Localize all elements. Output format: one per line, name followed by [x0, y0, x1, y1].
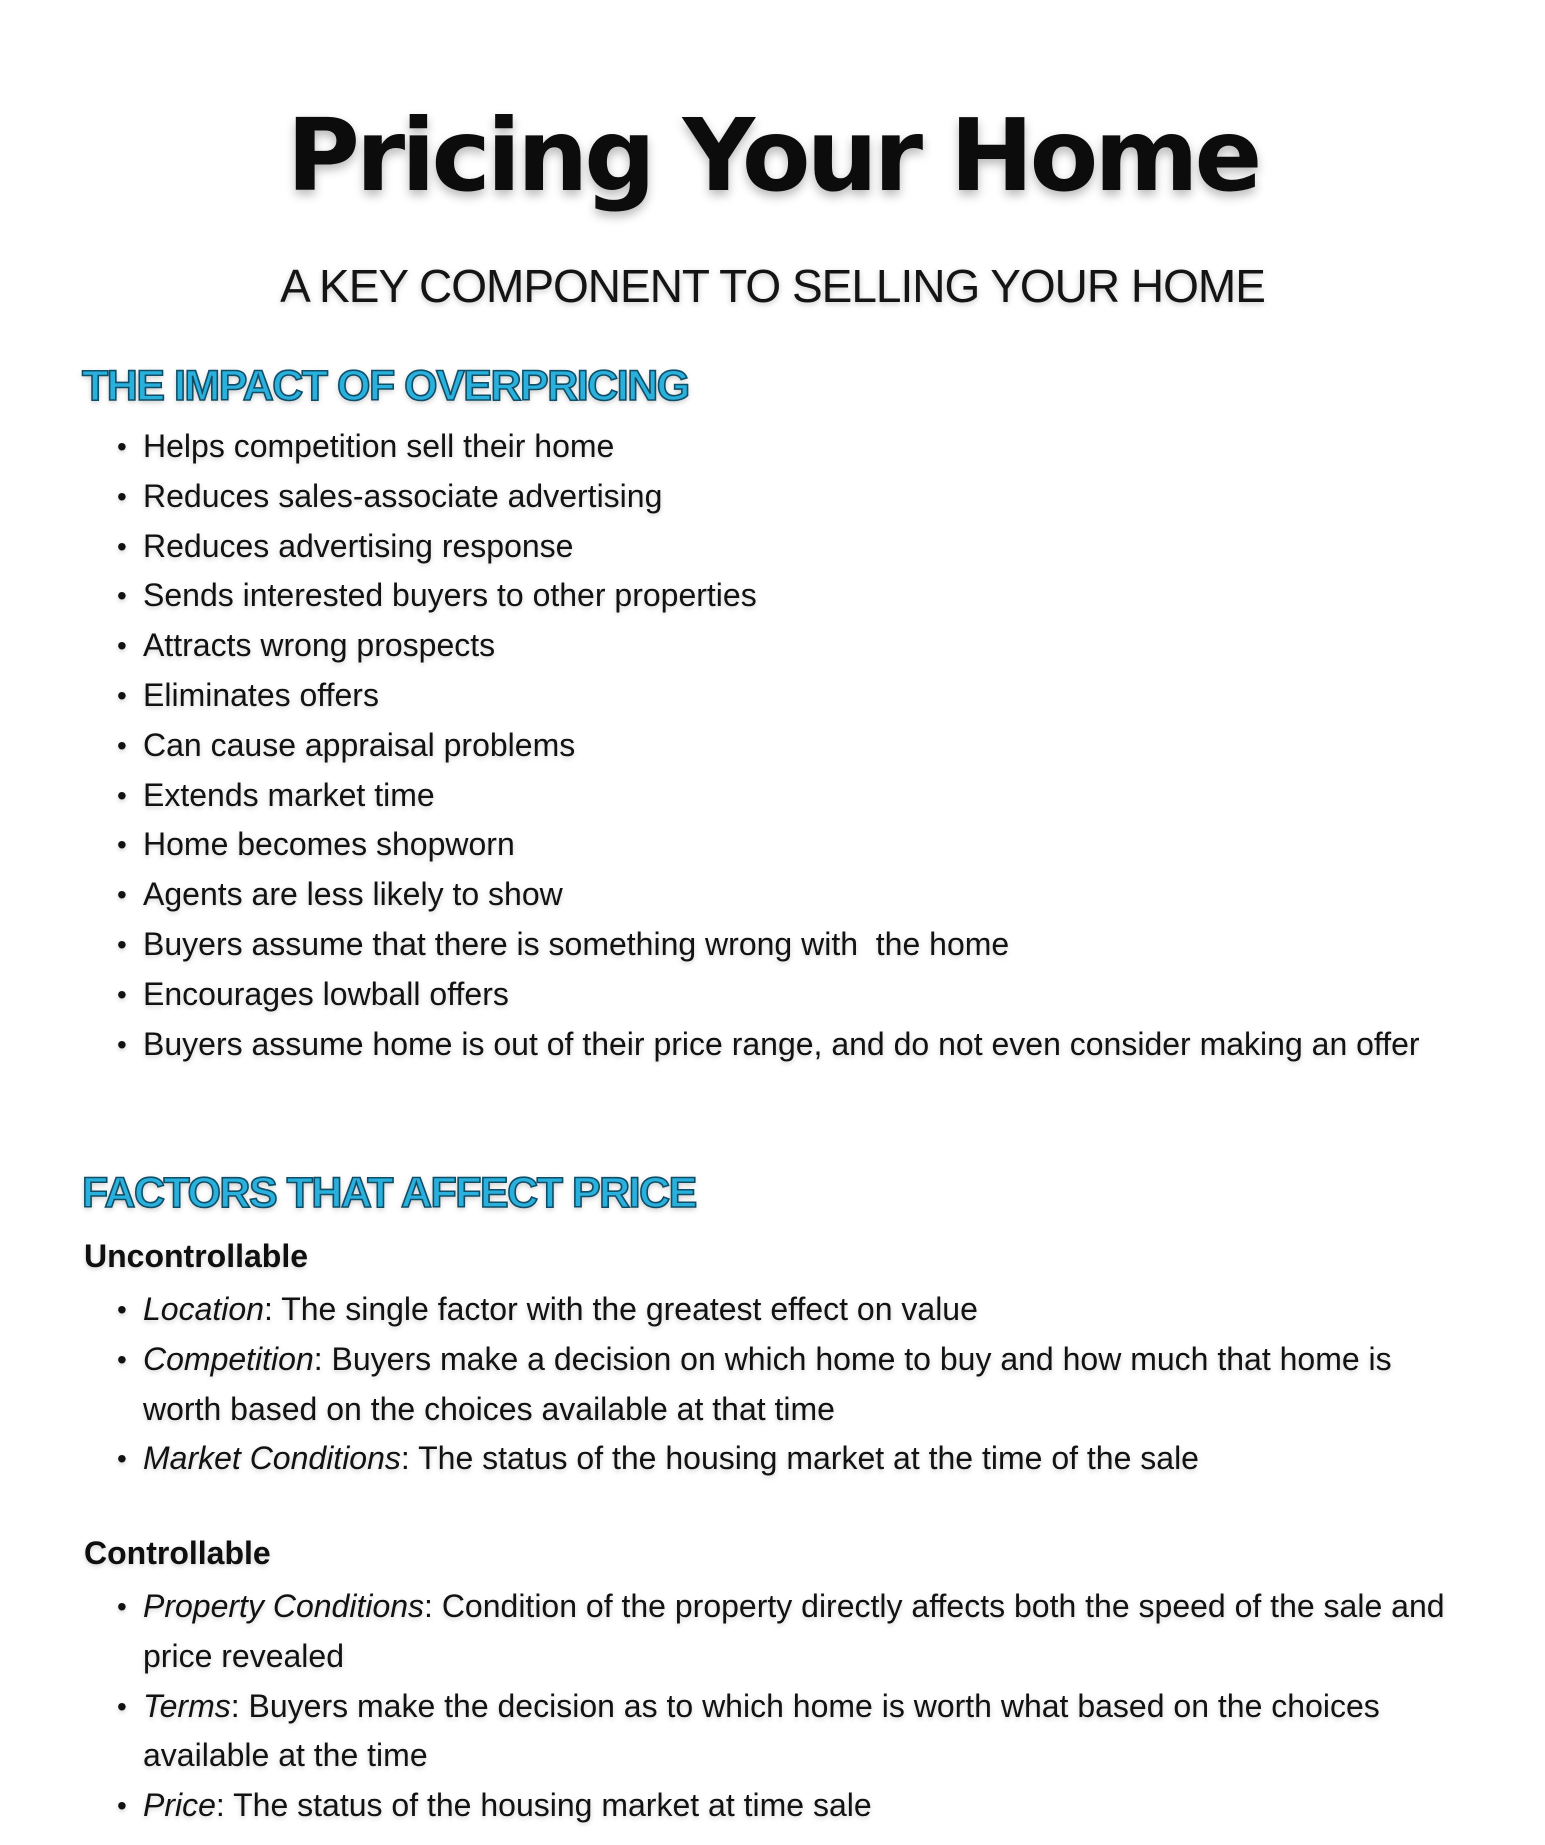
- factor-description: : The status of the housing market at the time of the sale: [400, 1440, 1199, 1477]
- section-heading-factors: FACTORS THAT AFFECT PRICE: [82, 1169, 696, 1217]
- list-item-text: Reduces advertising response: [143, 527, 574, 564]
- factor-term: Property Conditions: [143, 1588, 425, 1624]
- bullet-icon: •: [117, 1690, 127, 1722]
- factor-description: : Condition of the property directly affects both the speed of the sale and price revealed: [143, 1588, 1445, 1674]
- bullet-icon: •: [117, 879, 127, 911]
- overpricing-list: [0, 422, 1545, 1069]
- list-item: [0, 621, 1545, 671]
- bullet-icon: •: [117, 480, 127, 512]
- bullet-icon: •: [117, 1790, 127, 1822]
- list-item-text: Buyers assume that there is something wrong with the home: [143, 925, 1010, 962]
- bullet-icon: •: [117, 530, 127, 562]
- list-item: [0, 870, 1545, 920]
- factor-description: : Buyers make the decision as to which home is worth what based on the choices available at the time: [143, 1687, 1380, 1774]
- list-item: [0, 1434, 1545, 1484]
- list-item: [0, 1582, 1545, 1682]
- list-item: [0, 920, 1545, 970]
- list-item: [0, 771, 1545, 821]
- factor-term: Market Conditions: [143, 1440, 401, 1477]
- list-item: [0, 1020, 1545, 1070]
- list-item: [0, 1781, 1545, 1831]
- bullet-icon: •: [117, 580, 127, 612]
- list-item-text: Can cause appraisal problems: [143, 726, 576, 763]
- factor-description: : The status of the housing market at time sale: [215, 1787, 872, 1824]
- bullet-icon: •: [117, 1443, 127, 1475]
- list-item-text: Reduces sales-associate advertising: [143, 477, 663, 514]
- subheading-controllable: Controllable: [84, 1535, 271, 1571]
- bullet-icon: •: [117, 829, 127, 861]
- list-item-text: Agents are less likely to show: [143, 876, 563, 913]
- list-item: [0, 1335, 1545, 1435]
- list-item-text: Helps competition sell their home: [143, 428, 615, 464]
- factor-term: Terms: [143, 1687, 231, 1724]
- list-item-text: Encourages lowball offers: [143, 975, 509, 1012]
- bullet-icon: •: [117, 729, 127, 761]
- bullet-icon: •: [117, 630, 127, 662]
- list-item: [0, 1285, 1545, 1335]
- bullet-icon: •: [117, 978, 127, 1010]
- factor-description: : Buyers make a decision on which home to buy and how much that home is worth based on the choices available at that time: [143, 1340, 1392, 1427]
- list-item-text: Home becomes shopworn: [143, 826, 515, 863]
- list-item-text: Sends interested buyers to other properties: [143, 577, 757, 614]
- list-item: [0, 1682, 1545, 1782]
- list-item-text: Eliminates offers: [143, 676, 379, 713]
- factor-description: : The single factor with the greatest effect on value: [263, 1291, 978, 1327]
- bullet-icon: •: [117, 779, 127, 811]
- section-heading-overpricing: THE IMPACT OF OVERPRICING: [82, 362, 689, 410]
- controllable-list: [0, 1582, 1545, 1831]
- bullet-icon: •: [117, 1343, 127, 1375]
- list-item-text: Buyers assume home is out of their price range, and do not even consider making an offer: [143, 1025, 1420, 1062]
- list-item-text: Extends market time: [143, 776, 435, 813]
- factor-term: Competition: [143, 1340, 314, 1377]
- bullet-icon: •: [117, 431, 127, 462]
- list-item: [0, 671, 1545, 721]
- page-subtitle: A KEY COMPONENT TO SELLING YOUR HOME: [280, 260, 1265, 312]
- list-item-text: Attracts wrong prospects: [143, 627, 496, 664]
- page-title: Pricing Your Home: [286, 97, 1259, 214]
- list-item: [0, 820, 1545, 870]
- uncontrollable-list: [0, 1285, 1545, 1484]
- list-item: [0, 970, 1545, 1020]
- factor-term: Location: [143, 1291, 264, 1327]
- list-item: [0, 721, 1545, 771]
- list-item: [0, 522, 1545, 572]
- list-item: [0, 571, 1545, 621]
- bullet-icon: •: [117, 1591, 127, 1622]
- list-item: [0, 422, 1545, 472]
- bullet-icon: •: [117, 928, 127, 960]
- bullet-icon: •: [117, 1028, 127, 1060]
- factor-term: Price: [143, 1787, 216, 1824]
- bullet-icon: •: [117, 679, 127, 711]
- list-item: [0, 472, 1545, 522]
- bullet-icon: •: [117, 1294, 127, 1325]
- subheading-uncontrollable: Uncontrollable: [84, 1238, 309, 1274]
